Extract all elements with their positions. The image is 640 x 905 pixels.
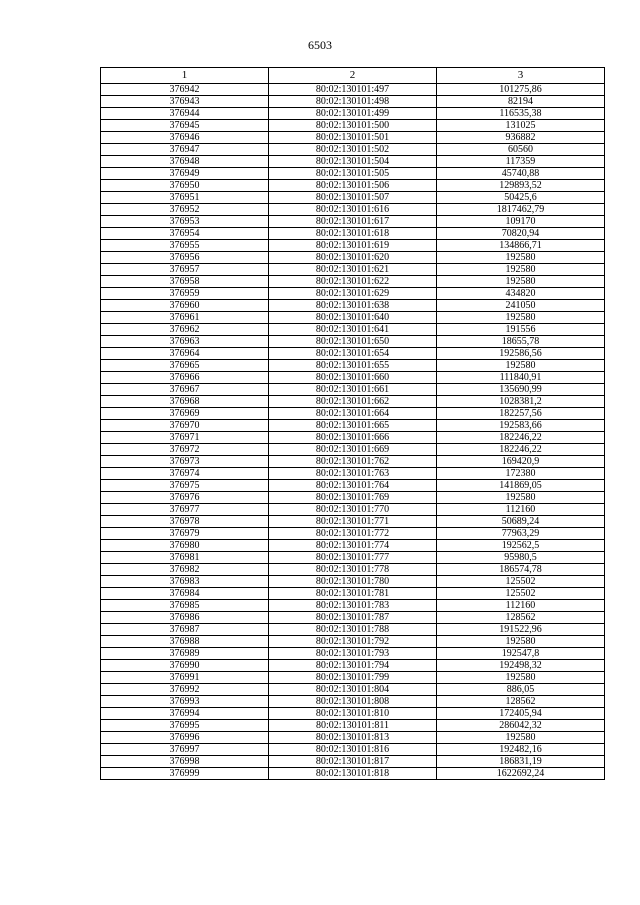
table-row bbox=[101, 144, 605, 156]
table-row bbox=[101, 348, 605, 360]
cadastral-number-cell: 80:02:130101:498 bbox=[269, 96, 437, 108]
record-number-cell: 376997 bbox=[101, 744, 269, 756]
value-cell: 192580 bbox=[437, 276, 605, 288]
value-cell: 77963,29 bbox=[437, 528, 605, 540]
cadastral-number-cell: 80:02:130101:504 bbox=[269, 156, 437, 168]
value-cell: 112160 bbox=[437, 600, 605, 612]
record-number-cell: 376988 bbox=[101, 636, 269, 648]
value-cell: 192580 bbox=[437, 264, 605, 276]
cadastral-number-cell: 80:02:130101:762 bbox=[269, 456, 437, 468]
value-cell: 192580 bbox=[437, 252, 605, 264]
cadastral-number-cell: 80:02:130101:772 bbox=[269, 528, 437, 540]
table-row bbox=[101, 120, 605, 132]
record-number-cell: 376972 bbox=[101, 444, 269, 456]
table-row bbox=[101, 288, 605, 300]
cadastral-number-cell: 80:02:130101:771 bbox=[269, 516, 437, 528]
record-number-cell: 376953 bbox=[101, 216, 269, 228]
record-number-cell: 376991 bbox=[101, 672, 269, 684]
value-cell: 101275,86 bbox=[437, 84, 605, 96]
table-row bbox=[101, 768, 605, 780]
value-cell: 70820,94 bbox=[437, 228, 605, 240]
cadastral-number-cell: 80:02:130101:787 bbox=[269, 612, 437, 624]
record-number-cell: 376974 bbox=[101, 468, 269, 480]
record-number-cell: 376971 bbox=[101, 432, 269, 444]
record-number-cell: 376978 bbox=[101, 516, 269, 528]
value-cell: 50689,24 bbox=[437, 516, 605, 528]
value-cell: 886,05 bbox=[437, 684, 605, 696]
table-row bbox=[101, 444, 605, 456]
table-row bbox=[101, 204, 605, 216]
table-row bbox=[101, 228, 605, 240]
cadastral-number-cell: 80:02:130101:799 bbox=[269, 672, 437, 684]
record-number-cell: 376996 bbox=[101, 732, 269, 744]
table-row bbox=[101, 264, 605, 276]
value-cell: 169420,9 bbox=[437, 456, 605, 468]
cadastral-number-cell: 80:02:130101:501 bbox=[269, 132, 437, 144]
value-cell: 192498,32 bbox=[437, 660, 605, 672]
value-cell: 117359 bbox=[437, 156, 605, 168]
column-header-2: 2 bbox=[269, 68, 437, 84]
value-cell: 192580 bbox=[437, 360, 605, 372]
table-row bbox=[101, 372, 605, 384]
value-cell: 182257,56 bbox=[437, 408, 605, 420]
table-row bbox=[101, 540, 605, 552]
cadastral-number-cell: 80:02:130101:808 bbox=[269, 696, 437, 708]
cadastral-number-cell: 80:02:130101:774 bbox=[269, 540, 437, 552]
cadastral-number-cell: 80:02:130101:664 bbox=[269, 408, 437, 420]
cadastral-number-cell: 80:02:130101:506 bbox=[269, 180, 437, 192]
cadastral-number-cell: 80:02:130101:500 bbox=[269, 120, 437, 132]
value-cell: 192580 bbox=[437, 732, 605, 744]
cadastral-number-cell: 80:02:130101:778 bbox=[269, 564, 437, 576]
table-row bbox=[101, 408, 605, 420]
value-cell: 141869,05 bbox=[437, 480, 605, 492]
table-row bbox=[101, 96, 605, 108]
cadastral-number-cell: 80:02:130101:777 bbox=[269, 552, 437, 564]
cadastral-number-cell: 80:02:130101:769 bbox=[269, 492, 437, 504]
table-row bbox=[101, 240, 605, 252]
cadastral-number-cell: 80:02:130101:502 bbox=[269, 144, 437, 156]
table-body bbox=[101, 84, 605, 780]
table-row bbox=[101, 216, 605, 228]
record-number-cell: 376999 bbox=[101, 768, 269, 780]
record-number-cell: 376962 bbox=[101, 324, 269, 336]
record-number-cell: 376969 bbox=[101, 408, 269, 420]
table-row bbox=[101, 132, 605, 144]
cadastral-number-cell: 80:02:130101:661 bbox=[269, 384, 437, 396]
value-cell: 1028381,2 bbox=[437, 396, 605, 408]
table-row bbox=[101, 360, 605, 372]
cadastral-number-cell: 80:02:130101:793 bbox=[269, 648, 437, 660]
record-number-cell: 376993 bbox=[101, 696, 269, 708]
table-row bbox=[101, 516, 605, 528]
value-cell: 192580 bbox=[437, 312, 605, 324]
record-number-cell: 376977 bbox=[101, 504, 269, 516]
table-row bbox=[101, 156, 605, 168]
record-number-cell: 376987 bbox=[101, 624, 269, 636]
record-number-cell: 376949 bbox=[101, 168, 269, 180]
table-row bbox=[101, 420, 605, 432]
record-number-cell: 376943 bbox=[101, 96, 269, 108]
table-row bbox=[101, 708, 605, 720]
cadastral-number-cell: 80:02:130101:810 bbox=[269, 708, 437, 720]
value-cell: 109170 bbox=[437, 216, 605, 228]
table-row bbox=[101, 684, 605, 696]
value-cell: 60560 bbox=[437, 144, 605, 156]
table-row bbox=[101, 612, 605, 624]
value-cell: 936882 bbox=[437, 132, 605, 144]
table-row bbox=[101, 324, 605, 336]
column-header-1: 1 bbox=[101, 68, 269, 84]
value-cell: 135690,99 bbox=[437, 384, 605, 396]
record-number-cell: 376959 bbox=[101, 288, 269, 300]
cadastral-number-cell: 80:02:130101:781 bbox=[269, 588, 437, 600]
cadastral-number-cell: 80:02:130101:818 bbox=[269, 768, 437, 780]
cadastral-number-cell: 80:02:130101:617 bbox=[269, 216, 437, 228]
page-number: 6503 bbox=[308, 38, 332, 52]
table-row bbox=[101, 636, 605, 648]
record-number-cell: 376986 bbox=[101, 612, 269, 624]
record-number-cell: 376960 bbox=[101, 300, 269, 312]
table-row bbox=[101, 756, 605, 768]
table-row bbox=[101, 600, 605, 612]
value-cell: 1622692,24 bbox=[437, 768, 605, 780]
record-number-cell: 376973 bbox=[101, 456, 269, 468]
table-row bbox=[101, 744, 605, 756]
value-cell: 192586,56 bbox=[437, 348, 605, 360]
cadastral-number-cell: 80:02:130101:638 bbox=[269, 300, 437, 312]
value-cell: 128562 bbox=[437, 612, 605, 624]
record-number-cell: 376956 bbox=[101, 252, 269, 264]
value-cell: 82194 bbox=[437, 96, 605, 108]
table-row bbox=[101, 432, 605, 444]
record-number-cell: 376948 bbox=[101, 156, 269, 168]
record-number-cell: 376961 bbox=[101, 312, 269, 324]
table-row bbox=[101, 672, 605, 684]
cadastral-number-cell: 80:02:130101:792 bbox=[269, 636, 437, 648]
cadastral-number-cell: 80:02:130101:770 bbox=[269, 504, 437, 516]
table-row bbox=[101, 312, 605, 324]
value-cell: 172405,94 bbox=[437, 708, 605, 720]
data-table bbox=[100, 67, 605, 780]
cadastral-number-cell: 80:02:130101:794 bbox=[269, 660, 437, 672]
value-cell: 286042,32 bbox=[437, 720, 605, 732]
record-number-cell: 376965 bbox=[101, 360, 269, 372]
record-number-cell: 376951 bbox=[101, 192, 269, 204]
value-cell: 192580 bbox=[437, 672, 605, 684]
record-number-cell: 376970 bbox=[101, 420, 269, 432]
record-number-cell: 376975 bbox=[101, 480, 269, 492]
value-cell: 241050 bbox=[437, 300, 605, 312]
cadastral-number-cell: 80:02:130101:780 bbox=[269, 576, 437, 588]
cadastral-number-cell: 80:02:130101:622 bbox=[269, 276, 437, 288]
table-row bbox=[101, 660, 605, 672]
cadastral-number-cell: 80:02:130101:662 bbox=[269, 396, 437, 408]
value-cell: 172380 bbox=[437, 468, 605, 480]
value-cell: 134866,71 bbox=[437, 240, 605, 252]
value-cell: 131025 bbox=[437, 120, 605, 132]
record-number-cell: 376964 bbox=[101, 348, 269, 360]
record-number-cell: 376963 bbox=[101, 336, 269, 348]
record-number-cell: 376944 bbox=[101, 108, 269, 120]
value-cell: 191522,96 bbox=[437, 624, 605, 636]
cadastral-number-cell: 80:02:130101:618 bbox=[269, 228, 437, 240]
table-row bbox=[101, 480, 605, 492]
cadastral-number-cell: 80:02:130101:660 bbox=[269, 372, 437, 384]
cadastral-number-cell: 80:02:130101:813 bbox=[269, 732, 437, 744]
record-number-cell: 376955 bbox=[101, 240, 269, 252]
value-cell: 18655,78 bbox=[437, 336, 605, 348]
cadastral-number-cell: 80:02:130101:783 bbox=[269, 600, 437, 612]
cadastral-number-cell: 80:02:130101:804 bbox=[269, 684, 437, 696]
record-number-cell: 376990 bbox=[101, 660, 269, 672]
cadastral-number-cell: 80:02:130101:621 bbox=[269, 264, 437, 276]
table-row bbox=[101, 720, 605, 732]
record-number-cell: 376947 bbox=[101, 144, 269, 156]
value-cell: 186831,19 bbox=[437, 756, 605, 768]
record-number-cell: 376976 bbox=[101, 492, 269, 504]
cadastral-number-cell: 80:02:130101:788 bbox=[269, 624, 437, 636]
value-cell: 129893,52 bbox=[437, 180, 605, 192]
value-cell: 192547,8 bbox=[437, 648, 605, 660]
record-number-cell: 376992 bbox=[101, 684, 269, 696]
cadastral-number-cell: 80:02:130101:764 bbox=[269, 480, 437, 492]
value-cell: 45740,88 bbox=[437, 168, 605, 180]
table-row bbox=[101, 252, 605, 264]
value-cell: 125502 bbox=[437, 588, 605, 600]
table-row bbox=[101, 732, 605, 744]
cadastral-number-cell: 80:02:130101:669 bbox=[269, 444, 437, 456]
value-cell: 125502 bbox=[437, 576, 605, 588]
table-row bbox=[101, 192, 605, 204]
record-number-cell: 376998 bbox=[101, 756, 269, 768]
cadastral-number-cell: 80:02:130101:654 bbox=[269, 348, 437, 360]
table-header-row bbox=[101, 68, 605, 84]
table-row bbox=[101, 396, 605, 408]
column-header-3: 3 bbox=[437, 68, 605, 84]
record-number-cell: 376950 bbox=[101, 180, 269, 192]
table-row bbox=[101, 108, 605, 120]
cadastral-number-cell: 80:02:130101:616 bbox=[269, 204, 437, 216]
record-number-cell: 376995 bbox=[101, 720, 269, 732]
cadastral-number-cell: 80:02:130101:619 bbox=[269, 240, 437, 252]
cadastral-number-cell: 80:02:130101:620 bbox=[269, 252, 437, 264]
value-cell: 192562,5 bbox=[437, 540, 605, 552]
cadastral-number-cell: 80:02:130101:817 bbox=[269, 756, 437, 768]
record-number-cell: 376946 bbox=[101, 132, 269, 144]
record-number-cell: 376968 bbox=[101, 396, 269, 408]
record-number-cell: 376980 bbox=[101, 540, 269, 552]
cadastral-number-cell: 80:02:130101:629 bbox=[269, 288, 437, 300]
cadastral-number-cell: 80:02:130101:655 bbox=[269, 360, 437, 372]
table-row bbox=[101, 624, 605, 636]
value-cell: 111840,91 bbox=[437, 372, 605, 384]
record-number-cell: 376942 bbox=[101, 84, 269, 96]
value-cell: 116535,38 bbox=[437, 108, 605, 120]
record-number-cell: 376952 bbox=[101, 204, 269, 216]
cadastral-number-cell: 80:02:130101:641 bbox=[269, 324, 437, 336]
cadastral-number-cell: 80:02:130101:816 bbox=[269, 744, 437, 756]
table-row bbox=[101, 504, 605, 516]
table-row bbox=[101, 384, 605, 396]
cadastral-number-cell: 80:02:130101:507 bbox=[269, 192, 437, 204]
table-row bbox=[101, 492, 605, 504]
cadastral-number-cell: 80:02:130101:811 bbox=[269, 720, 437, 732]
value-cell: 1817462,79 bbox=[437, 204, 605, 216]
value-cell: 192482,16 bbox=[437, 744, 605, 756]
record-number-cell: 376957 bbox=[101, 264, 269, 276]
cadastral-number-cell: 80:02:130101:650 bbox=[269, 336, 437, 348]
cadastral-number-cell: 80:02:130101:640 bbox=[269, 312, 437, 324]
value-cell: 434820 bbox=[437, 288, 605, 300]
table-row bbox=[101, 696, 605, 708]
cadastral-number-cell: 80:02:130101:499 bbox=[269, 108, 437, 120]
cadastral-number-cell: 80:02:130101:665 bbox=[269, 420, 437, 432]
value-cell: 182246,22 bbox=[437, 432, 605, 444]
record-number-cell: 376983 bbox=[101, 576, 269, 588]
table-row bbox=[101, 552, 605, 564]
record-number-cell: 376979 bbox=[101, 528, 269, 540]
record-number-cell: 376985 bbox=[101, 600, 269, 612]
record-number-cell: 376966 bbox=[101, 372, 269, 384]
record-number-cell: 376954 bbox=[101, 228, 269, 240]
table-row bbox=[101, 84, 605, 96]
table-row bbox=[101, 276, 605, 288]
table-row bbox=[101, 588, 605, 600]
table-row bbox=[101, 648, 605, 660]
table-row bbox=[101, 300, 605, 312]
value-cell: 50425,6 bbox=[437, 192, 605, 204]
table-row bbox=[101, 456, 605, 468]
table-row bbox=[101, 564, 605, 576]
table-row bbox=[101, 468, 605, 480]
value-cell: 192580 bbox=[437, 492, 605, 504]
value-cell: 112160 bbox=[437, 504, 605, 516]
cadastral-number-cell: 80:02:130101:497 bbox=[269, 84, 437, 96]
cadastral-number-cell: 80:02:130101:763 bbox=[269, 468, 437, 480]
table-row bbox=[101, 168, 605, 180]
value-cell: 182246,22 bbox=[437, 444, 605, 456]
value-cell: 95980,5 bbox=[437, 552, 605, 564]
record-number-cell: 376982 bbox=[101, 564, 269, 576]
record-number-cell: 376945 bbox=[101, 120, 269, 132]
value-cell: 128562 bbox=[437, 696, 605, 708]
record-number-cell: 376984 bbox=[101, 588, 269, 600]
value-cell: 191556 bbox=[437, 324, 605, 336]
cadastral-number-cell: 80:02:130101:666 bbox=[269, 432, 437, 444]
table-row bbox=[101, 336, 605, 348]
record-number-cell: 376967 bbox=[101, 384, 269, 396]
cadastral-number-cell: 80:02:130101:505 bbox=[269, 168, 437, 180]
table-row bbox=[101, 180, 605, 192]
record-number-cell: 376958 bbox=[101, 276, 269, 288]
value-cell: 192583,66 bbox=[437, 420, 605, 432]
record-number-cell: 376981 bbox=[101, 552, 269, 564]
value-cell: 186574,78 bbox=[437, 564, 605, 576]
record-number-cell: 376989 bbox=[101, 648, 269, 660]
record-number-cell: 376994 bbox=[101, 708, 269, 720]
table-row bbox=[101, 576, 605, 588]
table-row bbox=[101, 528, 605, 540]
value-cell: 192580 bbox=[437, 636, 605, 648]
